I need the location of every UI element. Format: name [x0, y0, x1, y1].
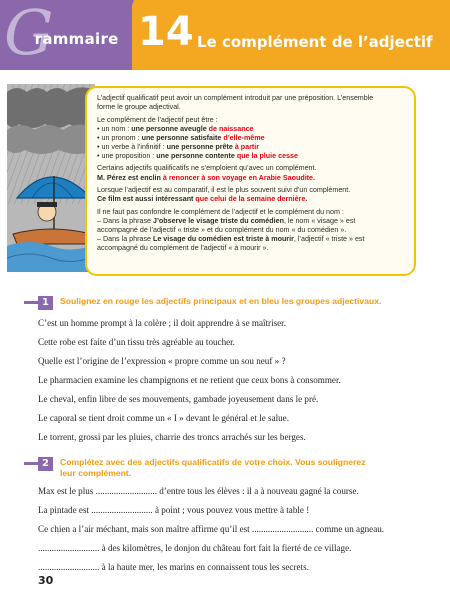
- rule-confusion: Il ne faut pas confondre le complément de l’adjectif et le complément du nom : – Dans la phrase J’observe le visage triste du comédien, le nom « visage » est accompagné de l’adjectif « triste » et du complément du nom « du comédien ». – Dans la phrase Le visage du comédien est triste à mourir, l’adjectif « triste » est accompagné du complément de l’adjectif « à mourir ».: [97, 207, 365, 252]
- exercise-1-marker: [24, 301, 39, 304]
- exercise-2-title: Complétez avec des adjectifs qualificatifs de votre choix. Vous soulignerez leur complément.: [60, 457, 366, 478]
- answer-blank[interactable]: ...........................: [95, 486, 157, 496]
- answer-blank[interactable]: ...........................: [38, 543, 100, 553]
- page-number: 30: [38, 574, 54, 587]
- exercise-1-title: Soulignez en rouge les adjectifs principaux et en bleu les groupes adjectivaux.: [60, 296, 382, 306]
- exercise-2-marker: [24, 462, 39, 465]
- rule-box: [85, 86, 416, 276]
- chapter-number: 14: [138, 9, 194, 55]
- exercise-2-heading: [38, 457, 390, 479]
- rule-comparative: Lorsque l’adjectif est au comparatif, il est le plus souvent suivi d’un complément. Ce film est aussi intéressant que celui de la semaine dernière.: [97, 186, 351, 204]
- rule-list: Le complément de l’adjectif peut être : • un nom : une personne aveugle de naissance • un pronom : une personne satisfaite d’elle-même • un verbe à l’infinitif : une personne prête à partir • une proposition : une personne contente que la pluie cesse: [97, 116, 406, 161]
- chapter-title: Le complément de l’adjectif: [197, 33, 433, 51]
- rule-item: • un nom : une personne aveugle de naissance: [97, 124, 254, 133]
- rule-item: • un pronom : une personne satisfaite d’elle-même: [97, 133, 265, 142]
- exercise-2-sentence: ........................... à la haute mer, les marins en connaissent tous les secrets.: [38, 562, 309, 572]
- rule-item: • un verbe à l’infinitif : une personne prête à partir: [97, 142, 260, 151]
- exercise-2-sentence: La pintade est ........................... à point ; vous pouvez vous mettre à table !: [38, 505, 310, 515]
- exercise-1-sentence: Quelle est l’origine de l’expression « propre comme un sou neuf » ?: [38, 356, 286, 366]
- exercise-1-number: 1: [38, 296, 53, 310]
- exercise-1-sentence: Cette robe est faite d’un tissu très agréable au toucher.: [38, 337, 235, 347]
- exercise-2-sentence: ........................... à des kilomètres, le donjon du château fort fait la fierté de ce village.: [38, 543, 352, 553]
- exercise-1-sentence: Le pharmacien examine les champignons et ne retient que ceux bons à consommer.: [38, 375, 341, 385]
- exercise-2-sentence: Max est le plus ........................... d’entre tous les élèves : il a à nouveau gagné la course.: [38, 486, 359, 496]
- exercise-2-sentence: Ce chien a l’air méchant, mais son maître affirme qu’il est ........................... comme un agneau.: [38, 524, 385, 534]
- exercise-1-sentence: Le cheval, enfin libre de ses mouvements, gambade joyeusement dans le pré.: [38, 394, 319, 404]
- exercise-2-number: 2: [38, 457, 53, 471]
- exercise-1-sentence: Le torrent, grossi par les pluies, charrie des troncs arrachés sur les berges.: [38, 432, 306, 442]
- answer-blank[interactable]: ...........................: [91, 505, 153, 515]
- rule-preposition: Certains adjectifs qualificatifs ne s’emploient qu’avec un complément. M. Pérez est enclin à renoncer à son voyage en Arabie Saoudite.: [97, 164, 317, 182]
- answer-blank[interactable]: ...........................: [251, 524, 314, 534]
- exercise-1-sentence: C’est un homme prompt à la colère ; il doit apprendre à se maîtriser.: [38, 318, 286, 328]
- exercise-1-sentence: Le caporal se tient droit comme un « I » devant le général et le salue.: [38, 413, 289, 423]
- rule-intro: L’adjectif qualificatif peut avoir un complément introduit par une préposition. L’ensemble forme le groupe adjectival.: [97, 94, 374, 112]
- rule-item: • une proposition : une personne contente que la pluie cesse: [97, 151, 298, 160]
- exercise-1-heading: [38, 296, 390, 310]
- answer-blank[interactable]: ...........................: [38, 562, 100, 572]
- rain-umbrella-boat-icon: [7, 84, 95, 272]
- section-initial: G: [4, 0, 54, 69]
- section-label: rammaire: [34, 30, 119, 48]
